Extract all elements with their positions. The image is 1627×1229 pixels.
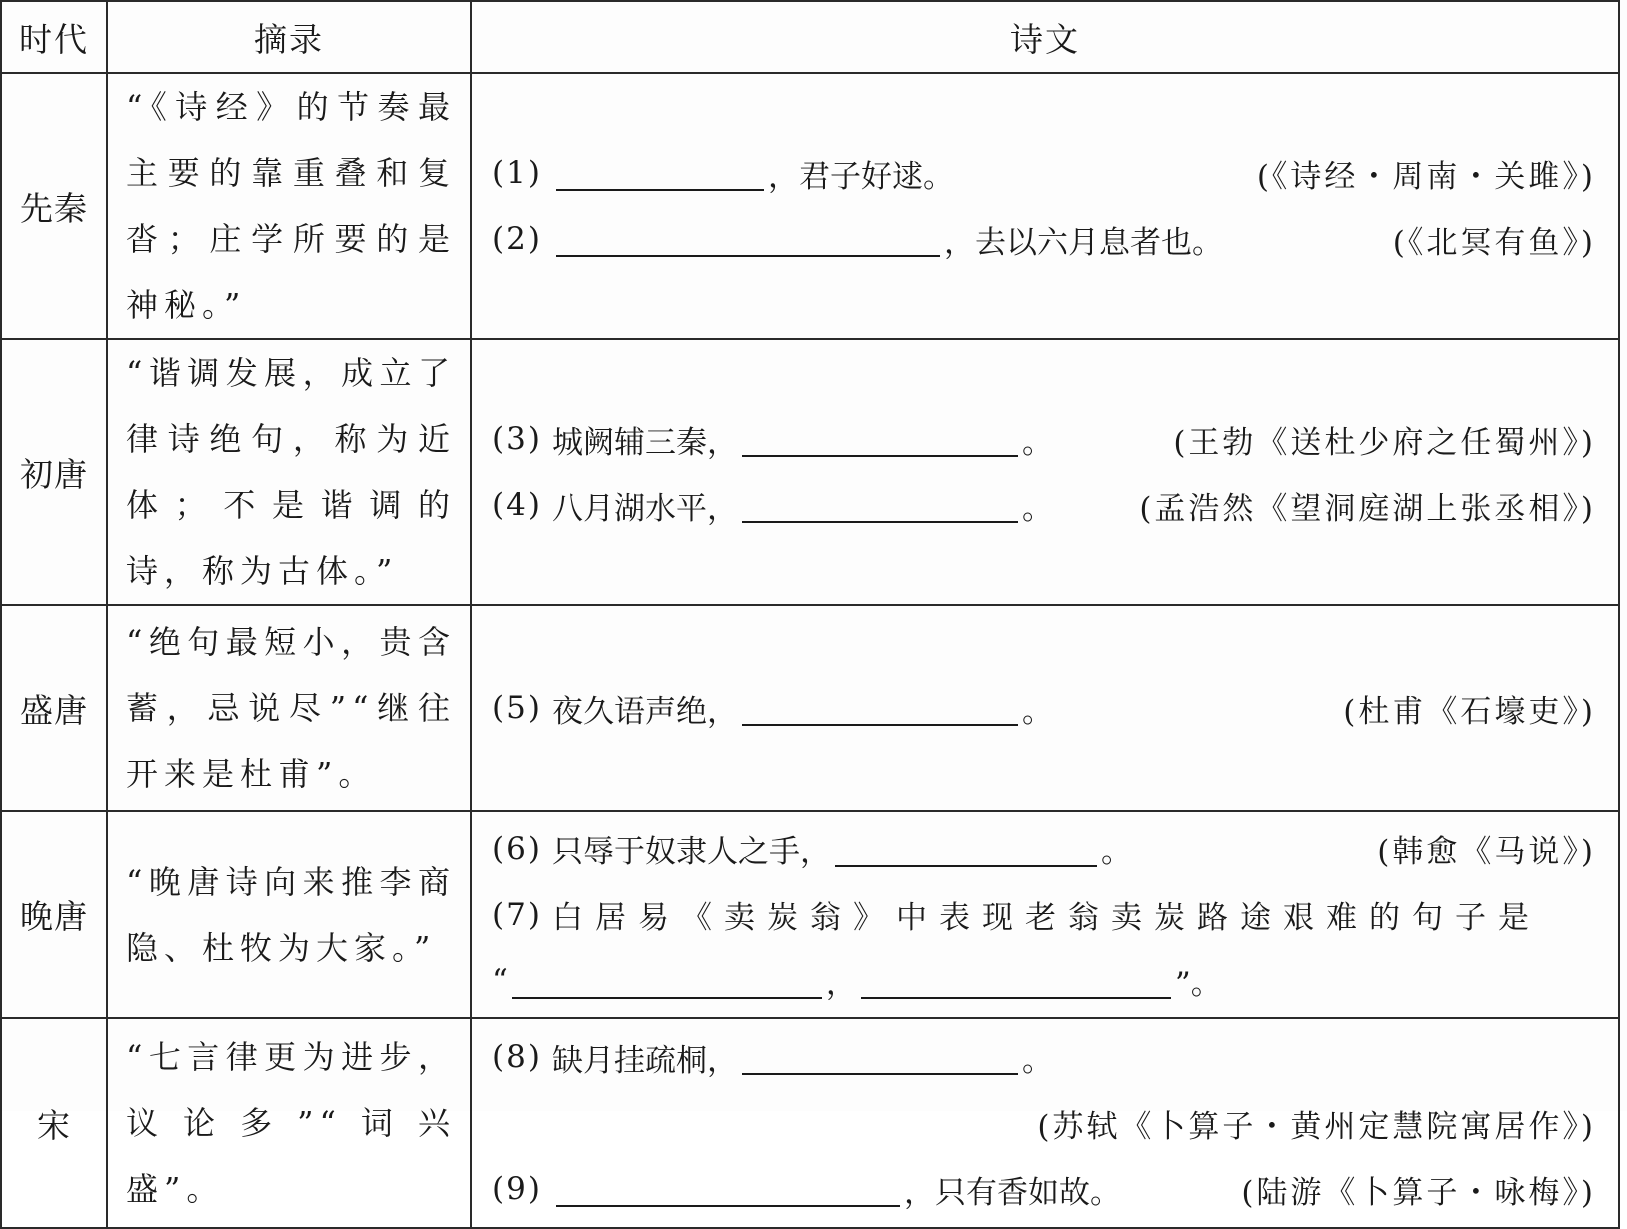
fill-blank[interactable]	[556, 221, 940, 257]
poem-item	[492, 882, 1596, 948]
poem-cell	[471, 73, 1619, 339]
item-number: (1)	[492, 155, 542, 191]
item-text: 缺月挂疏桐，	[552, 1042, 738, 1079]
item-text: 只辱于奴隶人之手，	[552, 834, 831, 870]
poem-item	[492, 472, 1596, 538]
poem-cell	[471, 811, 1619, 1018]
fill-blank[interactable]	[556, 155, 764, 191]
item-source: (孟浩然《望洞庭湖上张丞相》)	[1139, 490, 1596, 527]
item-source: (《北冥有鱼》)	[1392, 224, 1596, 261]
item-text: ，君子好逑。	[768, 158, 954, 195]
table-header-row	[1, 1, 1619, 73]
poem-cell	[471, 339, 1619, 605]
item-source: (陆游《卜算子・咏梅》)	[1241, 1174, 1596, 1211]
poem-item	[492, 1156, 1596, 1222]
item-text: 。	[1022, 1042, 1053, 1079]
fill-blank[interactable]	[742, 487, 1018, 523]
header-era: 时代	[1, 1, 107, 73]
table-row	[1, 339, 1619, 605]
fill-blank[interactable]	[742, 690, 1018, 726]
era-cell: 盛唐	[1, 605, 107, 811]
poem-item-source-line	[492, 1090, 1596, 1156]
excerpt-cell: “绝句最短小，贵含蓄，忌说尽”“继往开来是杜甫”。	[107, 605, 471, 811]
excerpt-cell: “《诗经》的节奏最主要的靠重叠和复沓；庄学所要的是神秘。”	[107, 73, 471, 339]
excerpt-cell: “谐调发展，成立了律诗绝句，称为近体；不是谐调的诗，称为古体。”	[107, 339, 471, 605]
poem-item	[492, 406, 1596, 472]
table-row	[1, 1018, 1619, 1228]
item-number: (7)	[492, 896, 542, 933]
item-text: ，去以六月息者也。	[944, 224, 1223, 261]
open-quote: “	[492, 962, 508, 999]
item-text: 。	[1022, 424, 1053, 461]
item-source: (王勃《送杜少府之任蜀州》)	[1173, 424, 1596, 461]
header-poem: 诗文	[471, 1, 1619, 73]
item-text: 。	[1022, 693, 1053, 730]
table-row	[1, 811, 1619, 1018]
excerpt-cell: “晚唐诗向来推李商隐、杜牧为大家。”	[107, 811, 471, 1018]
table-row	[1, 73, 1619, 339]
item-text: 。	[1022, 490, 1053, 527]
item-number: (8)	[492, 1039, 542, 1075]
poem-cell	[471, 605, 1619, 811]
fill-blank[interactable]	[742, 421, 1018, 457]
table-row	[1, 605, 1619, 811]
item-source: (杜甫《石壕吏》)	[1343, 693, 1596, 730]
item-text: 白居易《卖炭翁》中表现老翁卖炭路途艰难的句子是	[552, 900, 1541, 936]
era-cell: 初唐	[1, 339, 107, 605]
item-comma: ，	[825, 966, 857, 1002]
fill-blank[interactable]	[861, 963, 1171, 999]
poem-item	[492, 816, 1596, 882]
fill-blank[interactable]	[556, 1171, 900, 1207]
era-cell: 晚唐	[1, 811, 107, 1018]
item-number: (5)	[492, 690, 542, 726]
era-cell: 先秦	[1, 73, 107, 339]
excerpt-cell: “七言律更为进步，议论多”“词兴盛”。	[107, 1018, 471, 1228]
item-text: ，只有香如故。	[904, 1174, 1121, 1211]
poem-item-answer-line	[492, 948, 1596, 1014]
poem-item	[492, 675, 1596, 741]
item-text: 。	[1101, 834, 1132, 870]
fill-blank[interactable]	[512, 963, 822, 999]
close-quote: ”。	[1174, 966, 1222, 1002]
poem-item	[492, 1024, 1596, 1090]
item-number: (9)	[492, 1171, 542, 1207]
fill-blank[interactable]	[835, 831, 1097, 867]
item-text: 八月湖水平，	[552, 490, 738, 527]
era-cell: 宋	[1, 1018, 107, 1228]
item-number: (4)	[492, 487, 542, 523]
poem-item	[492, 140, 1596, 206]
item-number: (3)	[492, 421, 542, 457]
fill-blank[interactable]	[742, 1039, 1018, 1075]
item-text: 夜久语声绝，	[552, 693, 738, 730]
item-source: (苏轼《卜算子・黄州定慧院寓居作》)	[1037, 1108, 1596, 1145]
item-number: (2)	[492, 221, 542, 257]
item-text: 城阙辅三秦，	[552, 424, 738, 461]
item-source: (韩愈《马说》)	[1377, 834, 1596, 870]
item-number: (6)	[492, 830, 542, 867]
item-source: (《诗经・周南・关雎》)	[1256, 158, 1596, 195]
header-excerpt: 摘录	[107, 1, 471, 73]
poem-item	[492, 206, 1596, 272]
poem-cell	[471, 1018, 1619, 1228]
